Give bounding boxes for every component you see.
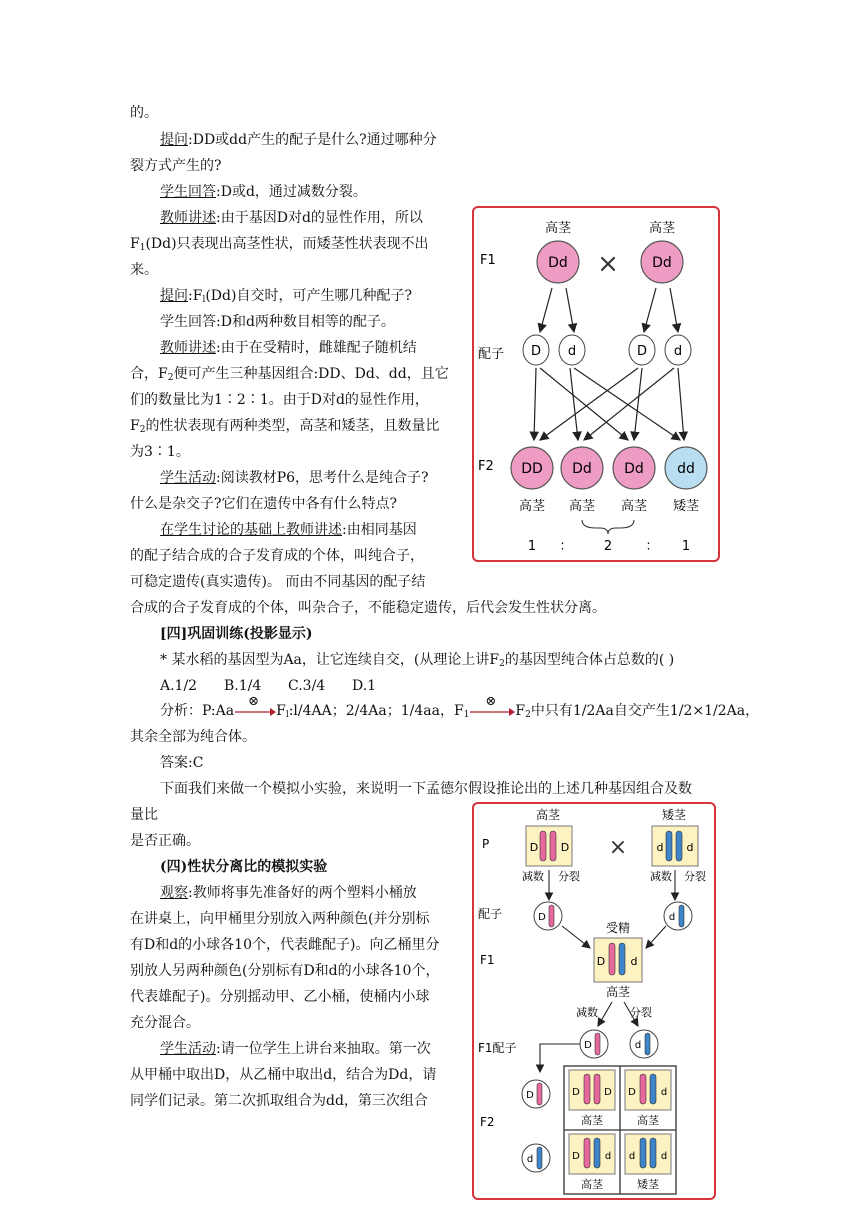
gamete-d-blue bbox=[664, 902, 692, 930]
text-span: :DD或dd产生的配子是什么?通过哪种分 bbox=[188, 132, 437, 148]
section-heading: [四]巩固训练(投影显示) bbox=[160, 626, 313, 642]
text-line: 别放人另两种颜色(分别标有D和d的小球各10个， bbox=[130, 963, 440, 979]
label-tall: 高茎 bbox=[544, 221, 572, 236]
text-line: 其余全部为纯合体。 bbox=[130, 729, 256, 745]
f2-row-gamete-d-blue bbox=[522, 1144, 550, 1172]
label-question: 提问 bbox=[160, 132, 188, 148]
label-tall: 高茎 bbox=[648, 221, 676, 236]
allele-text: D bbox=[572, 1087, 580, 1098]
cross-icon: × bbox=[597, 249, 619, 279]
text-line: 什么是杂交子?它们在遗传中各有什么特点? bbox=[130, 496, 398, 512]
subscript: 2 bbox=[525, 710, 531, 720]
f1-parent-right bbox=[641, 241, 683, 283]
text-line: 的。 bbox=[130, 105, 158, 121]
allele-text: d bbox=[628, 1151, 636, 1162]
figure-segregation bbox=[472, 802, 716, 1200]
f2-dd-hetero-2 bbox=[613, 447, 655, 489]
label-activity: 学生活动 bbox=[160, 470, 216, 486]
choices bbox=[160, 676, 376, 696]
text-span: :教师将事先准备好的两个塑料小桶放 bbox=[188, 885, 417, 901]
label-short: 矮茎 bbox=[661, 808, 687, 822]
f1-cross-svg bbox=[474, 208, 718, 560]
text-line: 可稳定遗传(真实遗传)。 而由不同基因的配子结 bbox=[130, 574, 426, 590]
text-line bbox=[160, 650, 674, 674]
text-line: 为3∶1。 bbox=[130, 444, 190, 460]
f2-row-gamete-d-pink bbox=[522, 1080, 550, 1108]
f2-cell-Dd-2 bbox=[569, 1134, 615, 1174]
row-label-f1-gamete: F1配子 bbox=[478, 1041, 517, 1055]
text-line: 们的数量比为1∶2∶1。由于D对d的显性作用， bbox=[130, 392, 429, 408]
analysis-line bbox=[160, 694, 760, 725]
subscript: 2 bbox=[167, 373, 174, 383]
allele-text: d bbox=[526, 1154, 534, 1165]
phenotype-label: 高茎 bbox=[568, 499, 596, 514]
text-span: 的基因型纯合体占总数的( ) bbox=[504, 652, 675, 668]
segregation-svg bbox=[474, 804, 714, 1198]
row-label-f2: F2 bbox=[480, 1115, 495, 1129]
row-label-f1: F1 bbox=[480, 953, 495, 967]
f1-gamete-d-blue bbox=[630, 1030, 658, 1058]
subscript: l bbox=[285, 710, 289, 720]
text-line: 裂方式产生的? bbox=[130, 158, 222, 174]
ratio-text: 1 bbox=[527, 539, 537, 554]
text-line: 有D和d的小球各10个，代表雌配子)。向乙桶里分 bbox=[130, 937, 440, 953]
row-label-p: P bbox=[482, 837, 490, 851]
row-label-f1: F1 bbox=[480, 253, 496, 268]
text-line: 充分混合。 bbox=[130, 1015, 200, 1031]
allele-text: d bbox=[660, 1151, 668, 1162]
label-question: 提问 bbox=[160, 288, 188, 304]
ratio-text: ： bbox=[645, 539, 659, 554]
allele-text: D bbox=[584, 1040, 592, 1051]
row-label-f2: F2 bbox=[478, 459, 494, 474]
text-span: 中只有1/2Aa自交产生1/2×1/2Aa， bbox=[530, 703, 760, 719]
genotype-text: Dd bbox=[548, 255, 568, 271]
text-line: 来。 bbox=[130, 262, 158, 278]
gamete-d-pink bbox=[534, 902, 562, 930]
meiosis-arrows bbox=[540, 288, 678, 332]
self-arrow bbox=[234, 694, 276, 718]
phenotype-label: 矮茎 bbox=[672, 499, 700, 514]
f2-dd-recessive bbox=[665, 447, 707, 489]
phenotype-label: 矮茎 bbox=[637, 1178, 659, 1191]
gamete-d-2 bbox=[559, 335, 585, 365]
subscript: 1 bbox=[139, 243, 146, 253]
text-span: :F bbox=[188, 288, 203, 304]
choice-a: A.1/2 bbox=[160, 678, 198, 694]
gamete-d-1 bbox=[523, 335, 549, 365]
text-line bbox=[160, 468, 429, 488]
allele-text: D bbox=[596, 955, 606, 968]
phenotype-label: 高茎 bbox=[518, 499, 546, 514]
allele-text: D bbox=[538, 912, 546, 923]
text-span: F bbox=[130, 236, 140, 252]
text-span: :由相同基因 bbox=[342, 522, 417, 538]
gamete-d-3 bbox=[629, 335, 655, 365]
parent-cell-dd bbox=[526, 826, 572, 866]
punnett-grid bbox=[564, 1066, 676, 1194]
selfing-symbol: ⊗ bbox=[485, 694, 497, 709]
text-span: 分析：P:Aa bbox=[160, 703, 235, 719]
text-span: :阅读教材P6，思考什么是纯合子? bbox=[216, 470, 429, 486]
subscript: 1 bbox=[463, 710, 470, 720]
ratio-text: 2 bbox=[603, 539, 613, 554]
allele-text: d bbox=[686, 841, 694, 854]
label-student-answer: 学生回答 bbox=[160, 184, 216, 200]
f1-cell-dd bbox=[594, 938, 642, 982]
label-division: 分裂 bbox=[558, 870, 580, 883]
text-span: F bbox=[276, 703, 286, 719]
text-span: * 某水稻的基因型为Aa，让它连续自交，(从理论上讲F bbox=[160, 652, 500, 668]
f2-cell-Dd-1 bbox=[625, 1070, 671, 1110]
fertilization-arrows bbox=[534, 368, 684, 440]
subscript: 2 bbox=[499, 659, 505, 669]
choice-b: B.1/4 bbox=[224, 678, 262, 694]
text-line bbox=[160, 1039, 431, 1059]
allele-text: D bbox=[529, 841, 539, 854]
allele-text: D bbox=[628, 1087, 636, 1098]
text-line: 同学们记录。第二次抓取组合为dd，第三次组合 bbox=[130, 1093, 428, 1109]
f1-parent-left bbox=[537, 241, 579, 283]
label-division: 分裂 bbox=[684, 870, 706, 883]
text-line: 合成的合子发育成的个体，叫杂合子，不能稳定遗传，后代会发生性状分离。 bbox=[130, 600, 606, 616]
allele-text: D bbox=[604, 1087, 612, 1098]
label-meiosis: 减数 bbox=[522, 870, 544, 883]
allele-text: d bbox=[660, 1087, 668, 1098]
text-line: 量比 bbox=[130, 807, 158, 823]
phenotype-label: 高茎 bbox=[581, 1114, 603, 1127]
genotype-text: DD bbox=[521, 461, 543, 477]
section-heading: (四)性状分离比的模拟实验 bbox=[160, 859, 328, 875]
text-line: 下面我们来做一个模拟小实验，来说明一下孟德尔假设推论出的上述几种基因组合及数 bbox=[160, 781, 692, 797]
subscript: l bbox=[202, 295, 206, 305]
label-fertilization: 受精 bbox=[605, 921, 631, 935]
text-line: 从甲桶中取出D，从乙桶中取出d，结合为Dd，请 bbox=[130, 1067, 437, 1083]
choice-c: C.3/4 bbox=[288, 678, 326, 694]
gamete-text: d bbox=[567, 344, 577, 359]
text-line bbox=[160, 130, 437, 150]
text-span: (Dd)只表现出高茎性状，而矮茎性状表现不出 bbox=[145, 236, 429, 252]
allele-text: d bbox=[630, 955, 638, 968]
phenotype-label: 高茎 bbox=[620, 499, 648, 514]
row-label-gamete: 配子 bbox=[478, 907, 503, 921]
text-span: :由于基因D对d的显性作用，所以 bbox=[216, 210, 423, 226]
text-span: F bbox=[515, 703, 526, 719]
phenotype-label: 高茎 bbox=[637, 1114, 659, 1127]
phenotype-label: 高茎 bbox=[581, 1178, 603, 1191]
label-teacher: 在学生讨论的基础上教师讲述 bbox=[160, 522, 342, 538]
label-teacher: 教师讲述 bbox=[160, 340, 216, 356]
text-span: F bbox=[130, 418, 140, 434]
ratio-text: ： bbox=[559, 539, 573, 554]
f2-cell-DD bbox=[569, 1070, 615, 1110]
selfing-symbol: ⊗ bbox=[248, 694, 260, 709]
answer-line: 答案:C bbox=[160, 755, 204, 771]
text-line: 的配子结合成的合子发育成的个体，叫纯合子， bbox=[130, 548, 424, 564]
f2-dd-hetero-1 bbox=[561, 447, 603, 489]
allele-text: d bbox=[604, 1151, 612, 1162]
gamete-text: D bbox=[636, 344, 648, 359]
text-span: :由于在受精时，雌雄配子随机结 bbox=[216, 340, 417, 356]
genotype-text: dd bbox=[677, 461, 695, 477]
figure-f1-cross bbox=[472, 206, 720, 562]
label-meiosis: 减数 bbox=[650, 870, 672, 883]
label-teacher: 教师讲述 bbox=[160, 210, 216, 226]
text-line bbox=[130, 364, 449, 388]
text-span: 的性状表现有两种类型，高茎和矮茎，且数量比 bbox=[145, 418, 440, 434]
text-line bbox=[130, 416, 439, 440]
allele-text: D bbox=[560, 841, 570, 854]
genotype-text: Dd bbox=[572, 461, 592, 477]
text-line bbox=[160, 208, 423, 228]
ratio-text: 1 bbox=[681, 539, 691, 554]
text-line: 学生回答:D和d两种数目相等的配子。 bbox=[160, 314, 395, 330]
gamete-text: d bbox=[673, 344, 683, 359]
text-span: :l/4AA；2/4Aa；1/4aa，F bbox=[288, 703, 464, 719]
text-span: 便可产生三种基因组合:DD、Dd、dd，且它 bbox=[173, 366, 449, 382]
f1-gamete-d-pink bbox=[580, 1030, 608, 1058]
text-line bbox=[130, 234, 429, 258]
text-span: :请一位学生上讲台来抽取。第一次 bbox=[216, 1041, 431, 1057]
text-span: 合，F bbox=[130, 366, 168, 382]
text-line bbox=[160, 883, 417, 903]
f2-dd-homo bbox=[511, 447, 553, 489]
label-division: 分裂 bbox=[630, 1006, 652, 1019]
gamete-text: D bbox=[530, 344, 542, 359]
text-line bbox=[160, 182, 367, 202]
allele-text: d bbox=[634, 1040, 642, 1051]
text-line bbox=[160, 338, 417, 358]
label-tall: 高茎 bbox=[535, 808, 561, 822]
allele-text: d bbox=[668, 912, 676, 923]
row-label-gamete: 配子 bbox=[478, 347, 505, 362]
allele-text: D bbox=[572, 1151, 580, 1162]
allele-text: d bbox=[656, 841, 664, 854]
text-line: 代表雄配子)。分别摇动甲、乙小桶，使桶内小球 bbox=[130, 989, 430, 1005]
text-line: 是否正确。 bbox=[130, 833, 200, 849]
self-arrow bbox=[469, 694, 515, 718]
choice-d: D.1 bbox=[352, 678, 377, 694]
genotype-text: Dd bbox=[652, 255, 672, 271]
text-line bbox=[160, 520, 417, 540]
group-brace bbox=[582, 520, 634, 534]
f2-cell-dd bbox=[625, 1134, 671, 1174]
text-line: 在讲桌上，向甲桶里分别放入两种颜色(并分别标 bbox=[130, 911, 430, 927]
cross-icon: × bbox=[608, 835, 628, 860]
label-observe: 观察 bbox=[160, 885, 188, 901]
subscript: 2 bbox=[139, 425, 146, 435]
gamete-d-4 bbox=[665, 335, 691, 365]
text-span: :D或d，通过减数分裂。 bbox=[216, 184, 367, 200]
label-tall: 高茎 bbox=[605, 985, 631, 999]
label-meiosis: 减数 bbox=[576, 1006, 598, 1019]
text-span: (Dd)自交时，可产生哪几种配子? bbox=[205, 288, 412, 304]
parent-cell-dd-short bbox=[652, 826, 698, 866]
allele-text: D bbox=[526, 1090, 534, 1101]
text-line bbox=[160, 286, 412, 310]
genotype-text: Dd bbox=[624, 461, 644, 477]
label-activity: 学生活动 bbox=[160, 1041, 216, 1057]
